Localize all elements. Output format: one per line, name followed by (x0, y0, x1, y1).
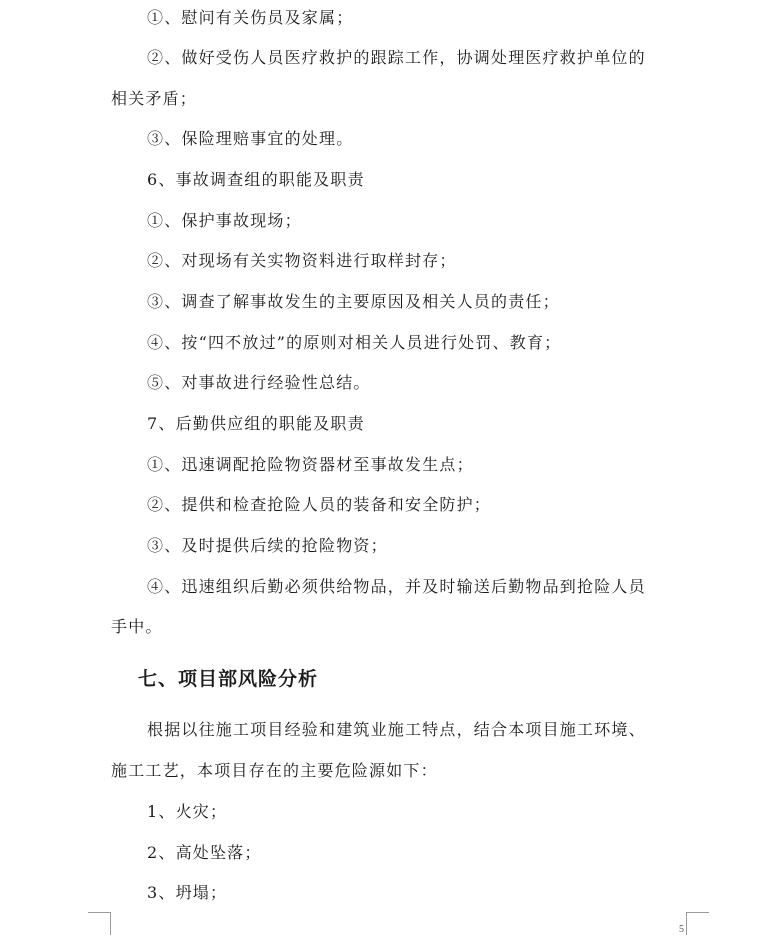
paragraph-line: 根据以往施工项目经验和建筑业施工特点，结合本项目施工环境、 (147, 720, 646, 739)
paragraph-line: ③、保险理赔事宜的处理。 (147, 129, 354, 148)
paragraph-line: ②、对现场有关实物资料进行取样封存； (147, 251, 457, 270)
paragraph-line: ④、按“四不放过”的原则对相关人员进行处罚、教育； (147, 333, 562, 352)
paragraph-line: 相关矛盾； (111, 89, 198, 108)
margin-corner-mark (686, 912, 709, 935)
page-number: 5 (679, 924, 684, 935)
list-item: 3、坍塌； (147, 883, 228, 902)
paragraph-line: ③、及时提供后续的抢险物资； (147, 536, 388, 555)
paragraph-line: ⑤、对事故进行经验性总结。 (147, 373, 371, 392)
paragraph-line: 手中。 (111, 617, 163, 636)
paragraph-line: ①、迅速调配抢险物资器材至事故发生点； (147, 455, 474, 474)
paragraph-line: ②、提供和检查抢险人员的装备和安全防护； (147, 495, 492, 514)
paragraph-line: ②、做好受伤人员医疗救护的跟踪工作，协调处理医疗救护单位的 (147, 48, 646, 67)
paragraph-line: 施工工艺，本项目存在的主要危险源如下： (111, 761, 438, 780)
subsection-title: 7、后勤供应组的职能及职责 (147, 414, 365, 433)
subsection-title: 6、事故调查组的职能及职责 (147, 170, 365, 189)
paragraph-line: ①、慰问有关伤员及家属； (147, 8, 354, 27)
list-item: 2、高处坠落； (147, 843, 262, 862)
list-item: 1、火灾； (147, 802, 228, 821)
paragraph-line: ①、保护事故现场； (147, 211, 302, 230)
margin-corner-mark (88, 912, 111, 935)
section-heading: 七、项目部风险分析 (138, 668, 319, 690)
paragraph-line: ③、调查了解事故发生的主要原因及相关人员的责任； (147, 292, 560, 311)
paragraph-line: ④、迅速组织后勤必须供给物品，并及时输送后勤物品到抢险人员 (147, 577, 646, 596)
